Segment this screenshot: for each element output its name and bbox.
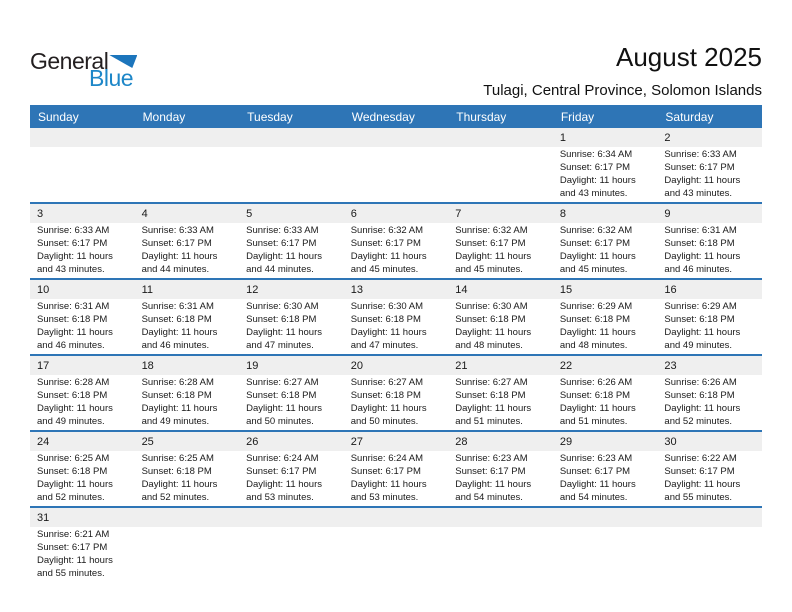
day-cell bbox=[657, 224, 762, 276]
day-cell bbox=[135, 300, 240, 352]
day-info-line: and 50 minutes. bbox=[246, 416, 314, 427]
day-number: 5 bbox=[246, 207, 253, 220]
day-info-line: Sunset: 6:17 PM bbox=[559, 162, 631, 173]
day-info-line: Sunset: 6:17 PM bbox=[455, 466, 526, 477]
day-cell bbox=[448, 452, 553, 504]
day-info-line: Sunset: 6:17 PM bbox=[664, 466, 735, 477]
day-info-line: Daylight: 11 hours bbox=[664, 327, 741, 338]
day-info-line: Sunset: 6:17 PM bbox=[559, 238, 631, 249]
day-info-line: and 52 minutes. bbox=[37, 492, 105, 503]
day-cell bbox=[344, 452, 449, 504]
day-info-line: Daylight: 11 hours bbox=[455, 479, 532, 490]
day-info-line: Sunrise: 6:24 AM bbox=[246, 453, 319, 464]
day-info-line: Sunrise: 6:23 AM bbox=[559, 453, 633, 464]
weekday-header-saturday: Saturday bbox=[665, 109, 714, 124]
day-info-line: Sunset: 6:18 PM bbox=[664, 314, 735, 325]
day-info-line: Sunrise: 6:29 AM bbox=[559, 301, 633, 312]
day-info-line: Sunset: 6:18 PM bbox=[559, 390, 631, 401]
day-info-line: Sunrise: 6:31 AM bbox=[141, 301, 214, 312]
day-info-line: Daylight: 11 hours bbox=[664, 403, 741, 414]
day-info-line: Sunrise: 6:33 AM bbox=[37, 225, 110, 236]
day-info-line: Daylight: 11 hours bbox=[37, 251, 113, 262]
weeks-container bbox=[30, 128, 762, 582]
empty-day-cell bbox=[448, 148, 553, 200]
calendar-table bbox=[30, 105, 762, 582]
day-cell bbox=[657, 376, 762, 428]
day-info-line: and 51 minutes. bbox=[455, 416, 523, 427]
empty-day-cell bbox=[239, 528, 344, 580]
weekday-header-monday: Monday bbox=[142, 109, 186, 124]
day-number-band bbox=[30, 508, 762, 527]
day-info-line: Daylight: 11 hours bbox=[246, 327, 323, 338]
page-title: August 2025 bbox=[615, 42, 762, 72]
day-number: 16 bbox=[664, 283, 677, 296]
day-number: 9 bbox=[664, 207, 671, 220]
day-number: 14 bbox=[455, 283, 468, 296]
weekday-header-thursday: Thursday bbox=[456, 109, 507, 124]
day-number: 10 bbox=[37, 283, 50, 296]
day-number: 21 bbox=[455, 359, 468, 372]
day-cell bbox=[448, 300, 553, 352]
day-cell bbox=[344, 300, 449, 352]
day-info-line: and 44 minutes. bbox=[141, 264, 210, 275]
day-info-line: and 45 minutes. bbox=[559, 264, 628, 275]
day-cell bbox=[448, 376, 553, 428]
day-cell bbox=[135, 224, 240, 276]
day-number: 23 bbox=[664, 359, 677, 372]
day-info-line: and 43 minutes. bbox=[664, 188, 733, 199]
day-info-line: Sunset: 6:17 PM bbox=[559, 466, 631, 477]
day-number: 2 bbox=[664, 131, 671, 144]
day-info-line: Sunrise: 6:32 AM bbox=[350, 225, 424, 236]
day-number: 17 bbox=[37, 359, 50, 372]
day-number: 7 bbox=[455, 207, 462, 220]
day-info-line: Sunrise: 6:32 AM bbox=[559, 225, 633, 236]
day-info-line: and 45 minutes. bbox=[455, 264, 523, 275]
day-info-line: Sunrise: 6:26 AM bbox=[664, 377, 737, 388]
day-info-line: and 43 minutes. bbox=[559, 188, 628, 199]
day-number: 22 bbox=[559, 359, 573, 372]
day-info-line: Sunset: 6:17 PM bbox=[246, 466, 317, 477]
day-info-line: and 48 minutes. bbox=[559, 340, 628, 351]
day-number: 25 bbox=[141, 435, 154, 448]
day-info-line: Sunrise: 6:23 AM bbox=[455, 453, 528, 464]
day-cell bbox=[448, 224, 553, 276]
day-cell bbox=[344, 224, 449, 276]
day-number-band bbox=[30, 128, 762, 147]
day-info-line: and 46 minutes. bbox=[664, 264, 733, 275]
week-row bbox=[30, 204, 762, 280]
day-info-line: Sunset: 6:18 PM bbox=[37, 314, 108, 325]
week-row bbox=[30, 508, 762, 582]
day-info-line: Daylight: 11 hours bbox=[246, 479, 323, 490]
day-info-line: Sunrise: 6:30 AM bbox=[246, 301, 319, 312]
week-row bbox=[30, 280, 762, 356]
day-info-line: Sunrise: 6:22 AM bbox=[664, 453, 737, 464]
day-cell bbox=[30, 452, 135, 504]
day-info-line: Sunrise: 6:27 AM bbox=[455, 377, 528, 388]
empty-day-cell bbox=[344, 528, 449, 580]
day-info-line: and 49 minutes. bbox=[37, 416, 105, 427]
day-info-line: Daylight: 11 hours bbox=[37, 555, 113, 566]
day-cell bbox=[553, 224, 658, 276]
day-number: 12 bbox=[246, 283, 259, 296]
weekday-header-row bbox=[30, 105, 762, 128]
day-cell bbox=[30, 224, 135, 276]
week-row bbox=[30, 356, 762, 432]
day-info-line: Sunrise: 6:27 AM bbox=[350, 377, 424, 388]
day-info-line: Sunset: 6:18 PM bbox=[37, 390, 108, 401]
day-number: 4 bbox=[141, 207, 148, 220]
day-info-line: and 48 minutes. bbox=[455, 340, 523, 351]
empty-day-cell bbox=[239, 148, 344, 200]
day-info-line: and 50 minutes. bbox=[350, 416, 419, 427]
day-info-line: Sunrise: 6:25 AM bbox=[141, 453, 214, 464]
day-number: 31 bbox=[37, 511, 50, 524]
week-row bbox=[30, 432, 762, 508]
day-number-band bbox=[30, 356, 762, 375]
empty-day-cell bbox=[448, 528, 553, 580]
day-number: 20 bbox=[350, 359, 363, 372]
day-info-line: Daylight: 11 hours bbox=[455, 403, 532, 414]
day-cell bbox=[553, 300, 658, 352]
day-info-line: Sunrise: 6:26 AM bbox=[559, 377, 633, 388]
day-info-line: Sunrise: 6:33 AM bbox=[664, 149, 737, 160]
day-number-band bbox=[30, 204, 762, 223]
day-info-line: and 44 minutes. bbox=[246, 264, 314, 275]
day-number-band bbox=[30, 280, 762, 299]
day-info-line: Sunset: 6:18 PM bbox=[246, 314, 317, 325]
day-info-line: and 47 minutes. bbox=[350, 340, 419, 351]
day-info-line: and 51 minutes. bbox=[559, 416, 628, 427]
week-row bbox=[30, 128, 762, 204]
day-info-line: and 52 minutes. bbox=[141, 492, 210, 503]
day-info-line: Daylight: 11 hours bbox=[141, 479, 218, 490]
day-number: 3 bbox=[37, 207, 44, 220]
day-info-line: Sunset: 6:18 PM bbox=[350, 314, 421, 325]
day-info-line: Sunset: 6:18 PM bbox=[141, 314, 212, 325]
day-cell bbox=[344, 376, 449, 428]
day-number: 29 bbox=[559, 435, 573, 448]
day-info-line: Sunset: 6:17 PM bbox=[37, 238, 108, 249]
day-number: 27 bbox=[350, 435, 363, 448]
day-info-line: Sunset: 6:17 PM bbox=[455, 238, 526, 249]
day-info-line: Sunset: 6:18 PM bbox=[141, 390, 212, 401]
day-info-line: Daylight: 11 hours bbox=[246, 403, 323, 414]
day-info-line: and 54 minutes. bbox=[559, 492, 628, 503]
week-content-row bbox=[30, 223, 762, 278]
day-number: 26 bbox=[246, 435, 259, 448]
day-info-line: Daylight: 11 hours bbox=[141, 403, 218, 414]
day-info-line: Sunset: 6:17 PM bbox=[350, 466, 421, 477]
day-info-line: Sunset: 6:17 PM bbox=[664, 162, 735, 173]
day-cell bbox=[239, 224, 344, 276]
weekday-header-tuesday: Tuesday bbox=[247, 109, 293, 124]
logo-general-text: General bbox=[30, 48, 109, 74]
empty-day-cell bbox=[657, 528, 762, 580]
day-info-line: Daylight: 11 hours bbox=[37, 403, 113, 414]
day-info-line: Daylight: 11 hours bbox=[559, 175, 636, 186]
day-info-line: Daylight: 11 hours bbox=[559, 327, 636, 338]
day-number: 15 bbox=[559, 283, 573, 296]
day-cell bbox=[30, 528, 135, 580]
day-info-line: Sunset: 6:18 PM bbox=[37, 466, 108, 477]
day-number-band bbox=[30, 432, 762, 451]
day-info-line: Sunrise: 6:33 AM bbox=[246, 225, 319, 236]
day-cell bbox=[239, 376, 344, 428]
day-info-line: and 45 minutes. bbox=[350, 264, 419, 275]
day-cell bbox=[553, 376, 658, 428]
week-content-row bbox=[30, 451, 762, 506]
day-cell bbox=[239, 300, 344, 352]
day-info-line: Daylight: 11 hours bbox=[37, 327, 113, 338]
day-info-line: Sunset: 6:18 PM bbox=[350, 390, 421, 401]
day-info-line: and 55 minutes. bbox=[37, 568, 105, 579]
day-info-line: Sunset: 6:17 PM bbox=[37, 542, 108, 553]
day-info-line: and 52 minutes. bbox=[664, 416, 733, 427]
day-info-line: Sunset: 6:18 PM bbox=[246, 390, 317, 401]
day-info-line: Daylight: 11 hours bbox=[350, 479, 427, 490]
weekday-header-friday: Friday bbox=[560, 109, 595, 124]
day-info-line: Sunrise: 6:31 AM bbox=[664, 225, 737, 236]
day-info-line: and 55 minutes. bbox=[664, 492, 733, 503]
empty-day-cell bbox=[30, 148, 135, 200]
day-number: 18 bbox=[141, 359, 154, 372]
day-cell bbox=[30, 376, 135, 428]
day-number: 28 bbox=[455, 435, 468, 448]
day-cell bbox=[553, 452, 658, 504]
day-info-line: Daylight: 11 hours bbox=[664, 479, 741, 490]
day-info-line: Daylight: 11 hours bbox=[559, 403, 636, 414]
day-number: 11 bbox=[141, 283, 153, 296]
day-info-line: Sunrise: 6:34 AM bbox=[559, 149, 633, 160]
day-info-line: Sunrise: 6:27 AM bbox=[246, 377, 319, 388]
day-info-line: Daylight: 11 hours bbox=[350, 403, 427, 414]
day-info-line: Sunrise: 6:24 AM bbox=[350, 453, 424, 464]
day-number: 19 bbox=[246, 359, 259, 372]
day-cell bbox=[135, 376, 240, 428]
day-info-line: Sunset: 6:17 PM bbox=[141, 238, 212, 249]
day-info-line: and 49 minutes. bbox=[141, 416, 210, 427]
day-info-line: Daylight: 11 hours bbox=[559, 479, 636, 490]
day-info-line: and 49 minutes. bbox=[664, 340, 733, 351]
day-info-line: Sunrise: 6:30 AM bbox=[455, 301, 528, 312]
day-cell bbox=[30, 300, 135, 352]
day-info-line: Daylight: 11 hours bbox=[350, 327, 427, 338]
day-info-line: Sunrise: 6:30 AM bbox=[350, 301, 424, 312]
day-info-line: Sunset: 6:18 PM bbox=[455, 390, 526, 401]
day-cell bbox=[657, 300, 762, 352]
day-info-line: and 53 minutes. bbox=[246, 492, 314, 503]
day-info-line: Sunset: 6:18 PM bbox=[559, 314, 631, 325]
title-block bbox=[483, 42, 762, 99]
day-info-line: Sunrise: 6:25 AM bbox=[37, 453, 110, 464]
logo-blue-text: Blue bbox=[89, 65, 134, 91]
day-number: 8 bbox=[559, 207, 566, 220]
day-info-line: Daylight: 11 hours bbox=[559, 251, 636, 262]
day-info-line: Daylight: 11 hours bbox=[664, 175, 741, 186]
empty-day-cell bbox=[344, 148, 449, 200]
day-info-line: Sunrise: 6:33 AM bbox=[141, 225, 214, 236]
week-content-row bbox=[30, 375, 762, 430]
day-info-line: Daylight: 11 hours bbox=[141, 251, 218, 262]
day-info-line: Sunrise: 6:31 AM bbox=[37, 301, 110, 312]
day-info-line: and 47 minutes. bbox=[246, 340, 314, 351]
week-content-row bbox=[30, 147, 762, 202]
day-info-line: Sunset: 6:18 PM bbox=[455, 314, 526, 325]
day-info-line: Daylight: 11 hours bbox=[455, 251, 532, 262]
day-cell bbox=[135, 452, 240, 504]
empty-day-cell bbox=[553, 528, 658, 580]
day-info-line: Daylight: 11 hours bbox=[246, 251, 323, 262]
week-content-row bbox=[30, 299, 762, 354]
day-info-line: Daylight: 11 hours bbox=[141, 327, 218, 338]
day-info-line: Sunrise: 6:32 AM bbox=[455, 225, 528, 236]
day-number: 13 bbox=[350, 283, 363, 296]
day-cell bbox=[239, 452, 344, 504]
weekday-header-sunday: Sunday bbox=[38, 109, 79, 124]
day-info-line: Sunrise: 6:28 AM bbox=[141, 377, 214, 388]
day-info-line: Sunset: 6:18 PM bbox=[141, 466, 212, 477]
day-info-line: Sunset: 6:17 PM bbox=[246, 238, 317, 249]
empty-day-cell bbox=[135, 148, 240, 200]
day-info-line: and 43 minutes. bbox=[37, 264, 105, 275]
empty-day-cell bbox=[135, 528, 240, 580]
day-info-line: and 46 minutes. bbox=[141, 340, 210, 351]
page-subtitle: Tulagi, Central Province, Solomon Islands bbox=[483, 82, 762, 99]
day-info-line: Daylight: 11 hours bbox=[455, 327, 532, 338]
day-number: 1 bbox=[559, 131, 566, 144]
day-number: 6 bbox=[350, 207, 357, 220]
day-info-line: Sunset: 6:18 PM bbox=[664, 238, 735, 249]
weekday-header-wednesday: Wednesday bbox=[351, 109, 415, 124]
day-info-line: Sunrise: 6:28 AM bbox=[37, 377, 110, 388]
day-number: 24 bbox=[37, 435, 50, 448]
day-info-line: Daylight: 11 hours bbox=[37, 479, 113, 490]
day-info-line: and 53 minutes. bbox=[350, 492, 419, 503]
day-info-line: Daylight: 11 hours bbox=[350, 251, 427, 262]
day-info-line: Sunset: 6:18 PM bbox=[664, 390, 735, 401]
day-cell bbox=[657, 452, 762, 504]
general-blue-logo bbox=[30, 50, 137, 90]
day-info-line: and 54 minutes. bbox=[455, 492, 523, 503]
day-cell bbox=[553, 148, 658, 200]
day-cell bbox=[657, 148, 762, 200]
day-info-line: Daylight: 11 hours bbox=[664, 251, 741, 262]
day-info-line: Sunrise: 6:21 AM bbox=[37, 529, 110, 540]
day-info-line: Sunrise: 6:29 AM bbox=[664, 301, 737, 312]
day-info-line: and 46 minutes. bbox=[37, 340, 105, 351]
day-number: 30 bbox=[664, 435, 677, 448]
day-info-line: Sunset: 6:17 PM bbox=[350, 238, 421, 249]
week-content-row bbox=[30, 527, 762, 582]
